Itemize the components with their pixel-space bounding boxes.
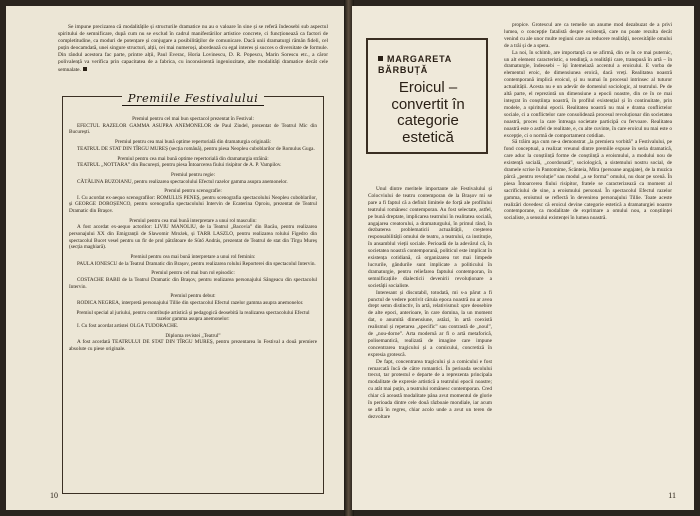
award-category: Premiul pentru cea mai bună interpretare a unui rol masculin: [129,217,257,224]
page-number-left: 10 [50,491,58,500]
left-page [6,6,346,510]
article-paragraph: La noi, în schimb, are importanță ca se afirmă, din ce în ce mai puternic, un alt element caracteristic, o tendință, a realității care, transpusă în artă – în dramaturgie, îndeosebi – își întemeiază accentul a eroicului. E vorba de elementul eroic, de dimensiunea eroică, dacă vreți. Realitatea noastră contemporană implică eroicul, și nu numai în procesul intrinsec al tuturor actualității. Acesta nu e un adevăr de domeniul sociologic, al teatrului. Pe de altă parte, el reprezintă un dimensiune a epocii noastre, din ce în ce mai integrat în conștiința noastră, în profilul existențial și în continuitate, prin modele, a spiritului epocii. Realitatea noastră nu mai e drama conflictelor sociale, ci a conflictelor care consolidează procesul revoluționar din societatea noastră, proces la care întreaga societate participă cu fervoare. Realitatea noastră este o astfel de realitate, e, cu alte cuvinte, în care eroicul nu mai este o excepție, ci o normă de comportament cotidian. [504,49,672,139]
award-category: Premiul pentru debut: [170,293,216,300]
awards-box [62,91,324,494]
article-paragraph: propice. Grotescul are ca temelie un anume mod dezabuzat de a privi lumea, o concepție fatalistă despre existență, care nu poate rezulta decât venind cu ale unor multe regiuni care au reducere realității, necesitățile omului de a trăi și de a spera. [504,22,672,49]
intro-paragraph: Se impune precizarea că modalitățile și structurile dramatice nu au o valoare în sine și se referă îndeosebi sub aspectul spiritului de semnificare, după cum nu se exclud în cadrul manifestărilor artistice concrete, ci funcționează ca factori de completitudine, ca moduri de potențare și conjugare a posibilităților de comunicare. Dacă unii dramaturgi rămân fideli, cel puțin deocamdată, unei singure structuri, alții, cei mai numeroși, abordează cu egal interes și succes o diversitate de formule. Din rândul acestora fac parte, printre alții, Paul Everac, Horia Lovinescu, D. R. Popescu, Marin Sorescu etc., a căror polivalență va verifica prin capacitatea de a fabrica, cu inconsistentă ingeniozitate, alte modalități dramatice decât cele semnalate. [58,24,328,73]
article-title: Eroicul – convertit în categorie estetică [391,79,465,146]
award-text: COSTACHE BABII de la Teatrul Dramatic din Brașov, pentru realizarea personajului Sângeacu din spectacolul Intervin. [69,276,317,290]
award-category: Premiul pentru cea mai bună optime repertorială din dramaturgia originală: [115,139,271,146]
award-category: Premiul pentru cea mai bună interpretare a unui rol feminin: [130,254,256,260]
article-title-block [366,38,488,154]
end-square [83,67,87,71]
award-text: TEATRUL DE STAT DIN TÎRGU MUREȘ (secția română), pentru piesa Neopleu cuboblarilor de Romulus Guga. [77,145,315,152]
article-paragraph: Să trăim aşa cum ne-a demonstrat „la premiera vorbită” a Festivalului, pe fond conceptual, a realizat vreunul dintre premiile expuse în seria dramatică, care aduc la conștiință forme de conștiință a eroismului, a modului nou de existență socială, „coordonată”, sociologică, a sistemului nostru social, de dramele scrise în Pantomime, Scânteia, Mira (persoane angajate), de la muzica pârcă „pentru revoluție” sau modul „a se forma” omului, nu doar pe scenă. În piesa Întoarcerea fiului risipitor, fratele se caracterizează ca moment al sacrificiului de sine, a eroismului personal. În spectacolul Efectul razelor gamma, eroismul se reflectă în devenirea personajului Tillie. Toate aceste realizări dovedesc că eroicul devine categorie estetică a dramaturgiei noastre contemporane, ca modalitate de exprimare a omului nou, a conștiinței socialiste, a sensului existenței în lumea noastră. [504,139,672,222]
article-paragraph: De fapt, concentrarea tragicului și a comicului e fost remarcată încă de către romantici. În perioada secolului trecut, tar protestul e departe de a reprezenta principala modalitate de expresie artistică a teatrului epocii noastre; cu atât mai puțin, a teatrului românesc contemporan. Cred chiar că această modalitate pâna avut momentul de glorie în perioada dintre cele două războaie mondiale, iar acum se aflâ în regres, chiar acolo unde a avut un teren de dezvoltare [368,358,492,420]
award-text: PAULA IONESCU de la Teatrul Dramatic din Brașov, pentru realizarea rolului Reporterei din spectacolul Intervin. [77,260,316,267]
bullet-square [378,56,383,61]
award-text: CĂTĂLINA BUZOIANU, pentru realizarea spectacolului Efectul razelor gamma asupra anemonelor. [77,178,288,185]
page-number-right: 11 [668,491,676,500]
article-column-1 [368,186,492,421]
award-text: EFECTUL RAZELOR GAMMA ASUPRA ANEMONELOR de Paul Zindel, prezentat de Teatrul Mic din București. [69,122,317,136]
article-paragraph: Unul dintre meritele importante ale Festivalului și Colocviului de teatru contemporan de la Brașov mi se pare a fi faptul că a definit limitele de forță ale profilului teatrului românesc contemporan. Au fost selectate, astfel, pe bună dreptate, implicarea teatrului în realitatea socială, angajarea creatorului, a dramaturgului, în primul rând, în dezbaterea problematicii actualității, creșterea responsabilității omului de teatru, a teatrului, ca instituție, în ansamblul vieții sociale. Perioadă de la adevărul că, în societatea noastră contemporană, politicul este implicat în existența cotidiană, că organizarea tot mai limpede lucrurile, gândurile sunt implicate a politicului în dramaturgie, pentru reliefarea faptului contemporan, în semnificațiile dialecticii devenirii revoluționare a societății socialiste. [368,186,492,289]
award-text: I. Cu fost acordat artistei OLGA TUDORACHE. [77,322,179,329]
award-category: Premiul special al juriului, pentru contribuție artistică și pedagogică deosebită la realizarea spectacolului Efectul razelor gamma asupra anemonelor: [76,309,310,323]
award-text: RODICA NEGREA, interpretă personajului Tillie din spectacolul Efectul razelor gamma asupra anemonelor. [77,299,304,306]
award-category: Diploma revistei „Teatrul” [165,332,221,339]
award-text: A fost acordată TEATRULUI DE STAT DIN TÎRGU MUREȘ, pentru prezentarea în Festival a două premiere absolute cu piese originale. [69,339,317,352]
award-text: A fost acordat ex-aequo actorilor: LIVIU MANOLIU, de la Teatrul „Bacovia” din Bacău, pentru realizarea personajului XX din Emigranții de Slawomir Mrożek, și TARR LASZLO, pentru realizarea rolului Figedro din spectacolul Bucet vesel pentru un fir de prol pătrătoare de Sütő András, prezentat de Teatrul de stat din Tîrgu Mureș (secția maghiară). [69,224,317,251]
award-text: I. Cu acordat ex-aequo scenografilor: ROMULUS PENEȘ, pentru scenografia spectacolului Neopleu cuboblarilor, și GEORGE DOROȘENCO, pentru scenografia spectacolului Intervin de Ecaterina Oproiu, prezentat de Teatrul Dramatic din Brașov. [69,194,317,215]
awards-list [69,113,317,352]
right-page [352,6,694,510]
award-text: TEATRUL „NOTTARA” din București, pentru piesa Întoarcerea fiului risipitor de A. P. Vampilov. [77,162,282,169]
awards-title: Premiile Festivalului [63,89,323,107]
award-category: Premiul pentru cea mai bună optime repertorială din dramaturgia străină: [117,155,269,162]
article-paragraph: Interesant și discutabil, totodată, mi s-a părut a fi punctul de vedere potrivit căruia epoca noastră nu ar avea drept semn distinctiv, în artă, relativismul: spre deosebire de alte epoci, anterioare, în care domina, la un moment dat, o anumită dimensiune, astăzi, în artă coexistă realismul și repetarea „specific” sau contrastă de „noul”, de „nou-dorne”. Arta modernă ar fi o artă metaforică, polisemantică, realizată de imagine care impune concentrarea tragicului și a comicului, concretiză în expresia grotescă. [368,289,492,358]
award-category: Premiul pentru regie: [170,171,216,178]
award-category: Premiul pentru cel mai bun rol episodic: [151,270,235,277]
award-category: Premiul pentru scenografie: [164,188,222,195]
article-author: MARGARETA BĂRBUȚĂ [378,54,452,75]
award-category: Premiul pentru cel mai bun spectacol prezentat în Festival: [132,116,254,123]
article-column-2 [504,22,672,222]
